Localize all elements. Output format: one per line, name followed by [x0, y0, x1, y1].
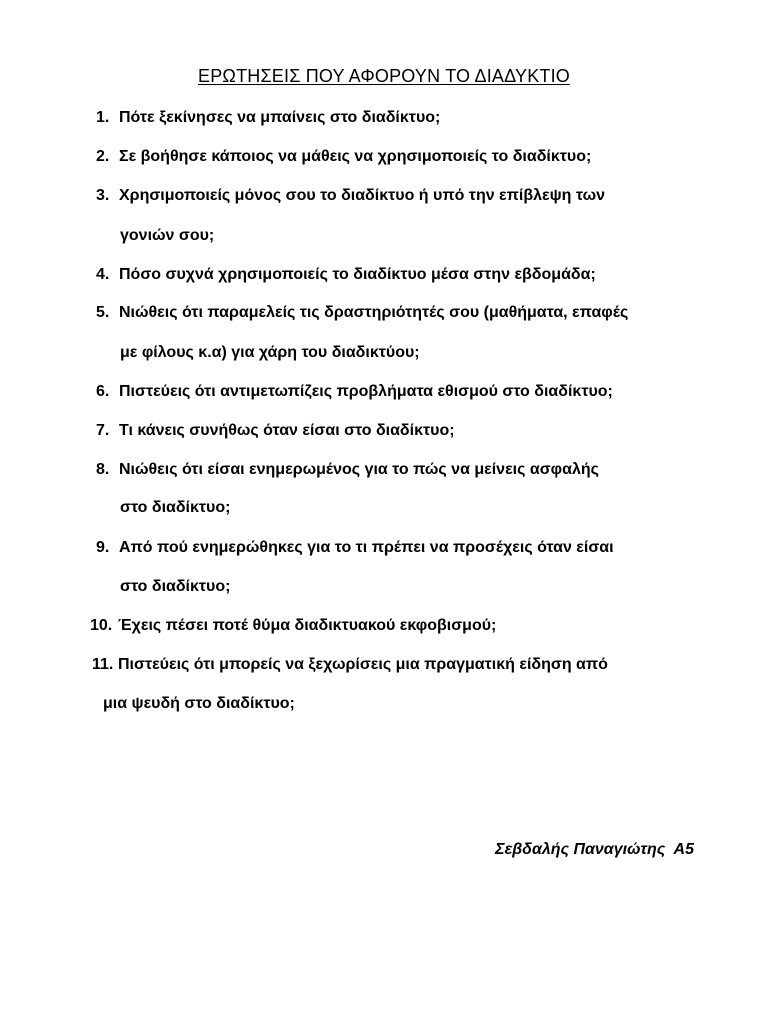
- question-number: 1.: [96, 109, 110, 126]
- question-text: Σε βοήθησε κάποιος να μάθεις να χρησιμοποιείς το διαδίκτυο;: [119, 148, 592, 165]
- question-number: 4.: [96, 266, 110, 283]
- question-number: 9.: [96, 539, 110, 556]
- question-text: Από πού ενημερώθηκες για το τι πρέπει να προσέχεις όταν είσαι: [119, 539, 614, 556]
- question-text: Νιώθεις ότι είσαι ενημερωμένος για το πώς να μείνεις ασφαλής: [119, 461, 599, 478]
- question-text-continuation: γονιών σου;: [120, 227, 215, 244]
- question-text-continuation: με φίλους κ.α) για χάρη του διαδικτύου;: [120, 344, 420, 361]
- question-text-continuation: στο διαδίκτυο;: [120, 499, 231, 516]
- author-signature: Σεβδαλής Παναγιώτης Α5: [495, 841, 694, 858]
- question-text: Τι κάνεις συνήθως όταν είσαι στο διαδίκτυο;: [119, 422, 455, 439]
- document-title: ΕΡΩΤΗΣΕΙΣ ΠΟΥ ΑΦΟΡΟΥΝ ΤΟ ΔΙΑΔΥΚΤΙΟ: [198, 66, 570, 86]
- question-text-continuation: στο διαδίκτυο;: [120, 578, 231, 595]
- question-number: 6.: [96, 383, 110, 400]
- question-text: Πιστεύεις ότι μπορείς να ξεχωρίσεις μια πραγματική είδηση από: [118, 656, 608, 673]
- question-text: Πιστεύεις ότι αντιμετωπίζεις προβλήματα εθισμού στο διαδίκτυο;: [119, 383, 613, 400]
- question-number: 11.: [92, 656, 114, 673]
- question-number: 7.: [96, 422, 110, 439]
- question-text: Πόσο συχνά χρησιμοποιείς το διαδίκτυο μέσα στην εβδομάδα;: [119, 266, 596, 283]
- question-number: 2.: [96, 148, 110, 165]
- question-number: 5.: [96, 304, 110, 321]
- question-text: Χρησιμοποιείς μόνος σου το διαδίκτυο ή υπό την επίβλεψη των: [119, 187, 605, 204]
- question-number: 10.: [90, 617, 113, 634]
- question-number: 3.: [96, 187, 110, 204]
- question-text: Έχεις πέσει ποτέ θύμα διαδικτυακού εκφοβισμού;: [118, 617, 497, 634]
- question-number: 8.: [96, 461, 110, 478]
- question-text: Πότε ξεκίνησες να μπαίνεις στο διαδίκτυο;: [119, 109, 441, 126]
- question-text: Νιώθεις ότι παραμελείς τις δραστηριότητές σου (μαθήματα, επαφές: [119, 304, 629, 321]
- question-text-continuation: μια ψευδή στο διαδίκτυο;: [103, 695, 295, 712]
